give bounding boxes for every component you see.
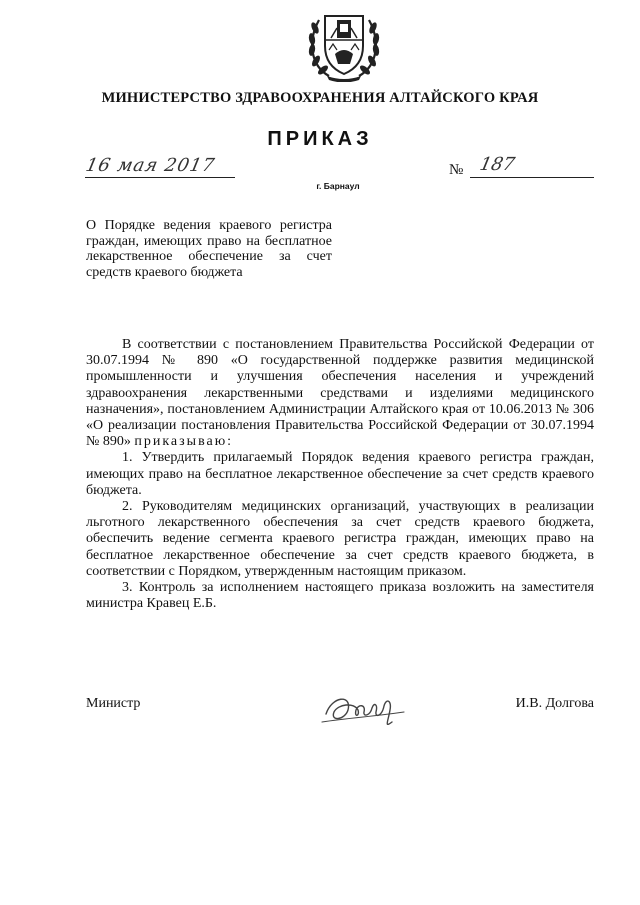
order-subject: О Порядке ведения краевого регистра граждан, имеющих право на бесплатное лекарственное обеспечение за счет средств краевого бюджета (86, 218, 332, 280)
signer-name: И.В. Долгова (515, 696, 594, 711)
handwritten-signature-icon (318, 682, 418, 732)
order-date: 16 мая 2017 (83, 155, 217, 176)
document-title: ПРИКАЗ (267, 128, 373, 150)
city-name: г. Барнаул (316, 181, 360, 191)
preamble-text: В соответствии с постановлением Правительства Российской Федерации от 30.07.1994 № 890 «О государственной поддержке развития медицинской промышленности и улучшения обеспечения населения и учреждений здравоохранения лекарственными средствами и изделиями медицинского назначения», постановлением Администрации Алтайского края от 10.06.2013 № 306 «О реализации постановления Правительства Российской Федерации от 30.07.1994 № 890» (86, 337, 594, 450)
order-item-3: 3. Контроль за исполнением настоящего приказа возложить на заместителя министра Кравец Е.Б. (86, 580, 594, 612)
order-number: 187 (477, 154, 517, 175)
order-item-1: 1. Утвердить прилагаемый Порядок ведения краевого регистра граждан, имеющих право на бесплатное лекарственное обеспечение за счет средств краевого бюджета. (86, 450, 594, 498)
order-item-2: 2. Руководителям медицинских организаций, участвующих в реализации льготного лекарственного обеспечения за счет средств краевого бюджета, обеспечить ведение сегмента краевого регистра граждан, имеющих право на бесплатное лекарственное обеспечение за счет средств краевого бюджета, в соответствии с Порядком, утвержденным настоящим приказом. (86, 499, 594, 579)
order-word: приказываю: (134, 434, 234, 450)
altai-krai-coat-of-arms-icon (303, 6, 385, 82)
ministry-name: МИНИСТЕРСТВО ЗДРАВООХРАНЕНИЯ АЛТАЙСКОГО КРАЯ (101, 90, 539, 106)
order-number-label: № (449, 162, 464, 178)
preamble-paragraph (86, 337, 594, 450)
order-body (86, 337, 594, 612)
signer-title: Министр (86, 696, 141, 711)
number-underline (470, 176, 594, 178)
date-underline (85, 176, 235, 178)
